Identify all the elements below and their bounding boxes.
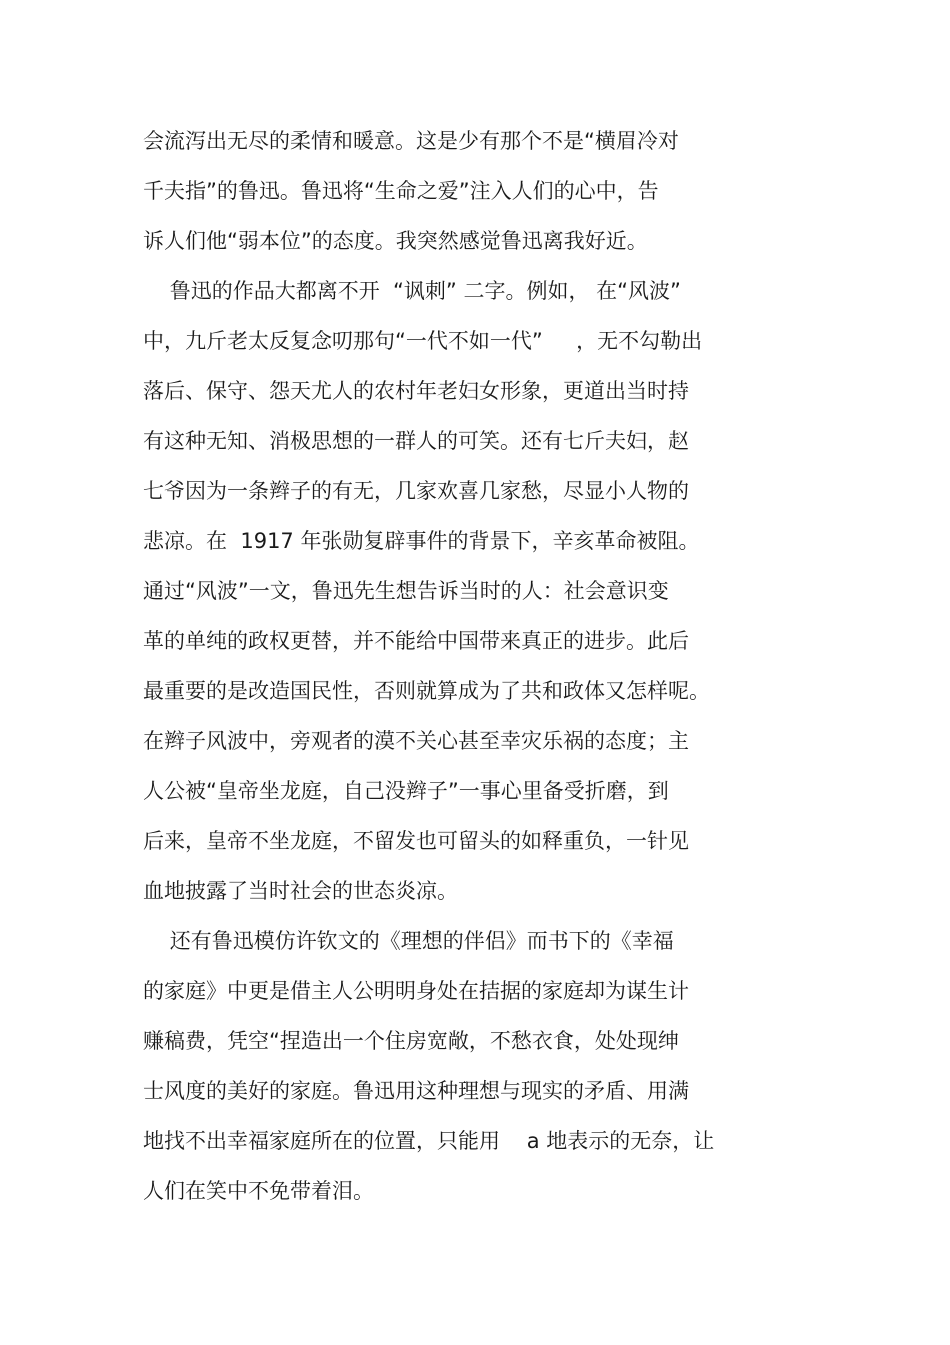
text-line: 还有鲁迅模仿许钦文的《理想的伴侣》而书下的《幸福 [143, 929, 674, 953]
text-line: 后来，皇帝不坐龙庭，不留发也可留头的如释重负，一针见 [143, 829, 689, 853]
text-line: 血地披露了当时社会的世态炎凉。 [143, 879, 458, 903]
text-line: 士风度的美好的家庭。鲁迅用这种理想与现实的矛盾、用满 [143, 1079, 689, 1103]
text-line: 悲凉。在 1917 年张勋复辟事件的背景下，辛亥革命被阻。 [143, 529, 700, 553]
text-line: 落后、保守、怨天尤人的农村年老妇女形象，更道出当时持 [143, 379, 689, 403]
text-line: 鲁迅的作品大都离不开 “讽刺” 二字。例如， 在“风波” [143, 279, 681, 303]
text-line: 人公被“皇帝坐龙庭，自己没辫子”一事心里备受折磨，到 [143, 779, 669, 803]
text-line: 的家庭》中更是借主人公明明身处在拮据的家庭却为谋生计 [143, 979, 689, 1003]
text-line: 中，九斤老太反复念叨那句“一代不如一代” ，无不勾勒出 [143, 329, 703, 353]
text-line: 最重要的是改造国民性，否则就算成为了共和政体又怎样呢。 [143, 679, 710, 703]
text-line: 在辫子风波中，旁观者的漠不关心甚至幸灾乐祸的态度；主 [143, 729, 689, 753]
text-line: 革的单纯的政权更替，并不能给中国带来真正的进步。此后 [143, 629, 689, 653]
text-line: 千夫指”的鲁迅。鲁迅将“生命之爱”注入人们的心中，告 [143, 179, 659, 203]
text-line: 通过“风波”一文，鲁迅先生想告诉当时的人：社会意识变 [143, 579, 669, 603]
text-line: 人们在笑中不免带着泪。 [143, 1179, 374, 1203]
text-line: 诉人们他“弱本位”的态度。我突然感觉鲁迅离我好近。 [143, 229, 648, 253]
text-line: 会流泻出无尽的柔情和暖意。这是少有那个不是“横眉冷对 [143, 129, 679, 153]
text-line: 七爷因为一条辫子的有无，几家欢喜几家愁，尽显小人物的 [143, 479, 689, 503]
text-line: 有这种无知、消极思想的一群人的可笑。还有七斤夫妇，赵 [143, 429, 689, 453]
text-line: 地找不出幸福家庭所在的位置，只能用 a 地表示的无奈，让 [143, 1129, 715, 1153]
text-line: 赚稿费，凭空“捏造出一个住房宽敞，不愁衣食，处处现绅 [143, 1029, 679, 1053]
